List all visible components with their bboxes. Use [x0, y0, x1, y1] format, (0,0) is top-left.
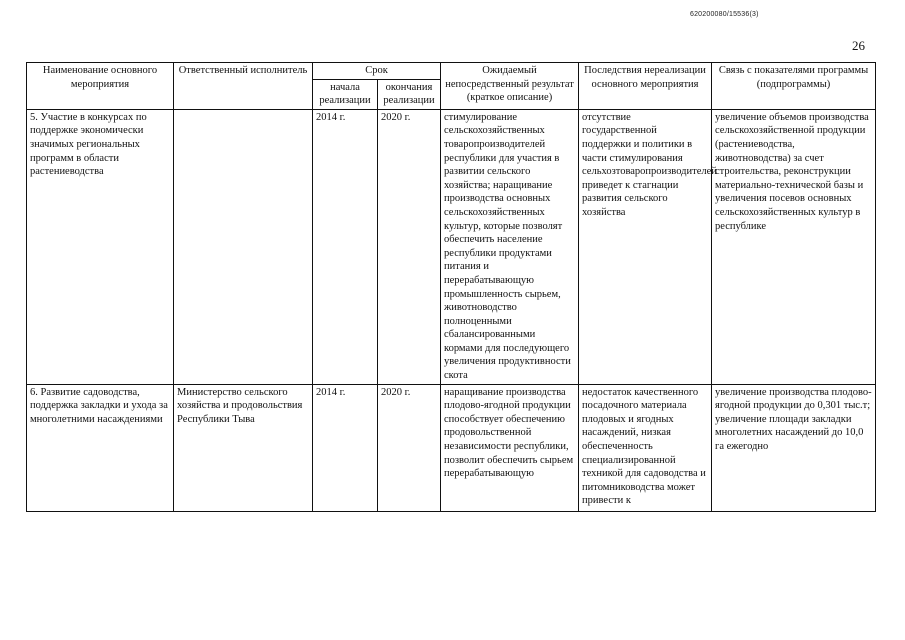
program-events-table: [26, 62, 876, 512]
table-row: [27, 384, 876, 511]
table-row: [27, 109, 876, 384]
cell-indicators: [712, 384, 876, 511]
cell-start: [313, 384, 378, 511]
cell-consequences: [579, 384, 712, 511]
cell-event-name: 5. Участие в конкурсах по поддержке экономически значимых региональных программ в области растениеводства: [27, 109, 174, 384]
cell-start-text: 2014 г.: [316, 386, 346, 398]
header-executor: Ответственный исполнитель: [174, 63, 313, 110]
cell-expected-result: [441, 384, 579, 511]
header-consequences: Последствия нереализации основного мероприятия: [579, 63, 712, 110]
cell-event-name: [27, 384, 174, 511]
cell-end: [378, 384, 441, 511]
header-event-name: Наименование основного мероприятия: [27, 63, 174, 110]
header-term-end: окончания реализации: [378, 79, 441, 109]
header-term-start: начала реализации: [313, 79, 378, 109]
page-number: 26: [852, 38, 865, 53]
cell-consequences-text: недостаток качественного посадочного материала плодовых и ягодных насаждений, низкая обеспеченность специализированной техникой для садоводства и питомниководства может привести к: [582, 386, 706, 507]
header-expected-result: Ожидаемый непосредственный результат (краткое описание): [441, 63, 579, 110]
header-row: [27, 63, 876, 80]
cell-end-text: 2020 г.: [381, 386, 411, 398]
cell-end: 2020 г.: [378, 109, 441, 384]
cell-executor: [174, 109, 313, 384]
cell-consequences: отсутствие государственной поддержки и политики в части стимулирования сельхозтоваропроизводителей приведет к стагнации развития сельского хозяйства: [579, 109, 712, 384]
cell-indicators: увеличение объемов производства сельскохозяйственной продукции (растениеводства, животноводства) за счет строительства, реконструкции материально-технической базы и увеличения посевов основных сельскохозяйственных культур в республике: [712, 109, 876, 384]
cell-start: 2014 г.: [313, 109, 378, 384]
cell-expected-result: стимулирование сельскохозяйственных товаропроизводителей республики для участия в развитии сельского хозяйства; наращивание производства основных сельскохозяйственных культур, которые позволят обеспечить население республики продуктами питания и перерабатывающую промышленность сырьем, животноводство полноценными сбалансированными кормами для последующего увеличения продуктивности скота: [441, 109, 579, 384]
header-term: Срок: [313, 63, 441, 80]
cell-indicators-text: увеличение производства плодово-ягодной продукции до 0,301 тыс.т; увеличение площади закладки многолетних насаждений до 10,0 га ежегодно: [715, 386, 872, 453]
cell-expected-result-text: наращивание производства плодово-ягодной продукции способствует обеспечению продовольственной независимости республики, позволит обеспечить сырьем перерабатывающую: [444, 386, 574, 480]
cell-executor: [174, 384, 313, 511]
header-indicators-link: Связь с показателями программы (подпрограммы): [712, 63, 876, 110]
document-id: 620200080/15536(3): [690, 11, 759, 18]
cell-event-name-text: 6. Развитие садоводства, поддержка закладки и ухода за многолетними насаждениями: [30, 386, 168, 425]
cell-executor-text: Министерство сельского хозяйства и продовольствия Республики Тыва: [177, 386, 303, 425]
